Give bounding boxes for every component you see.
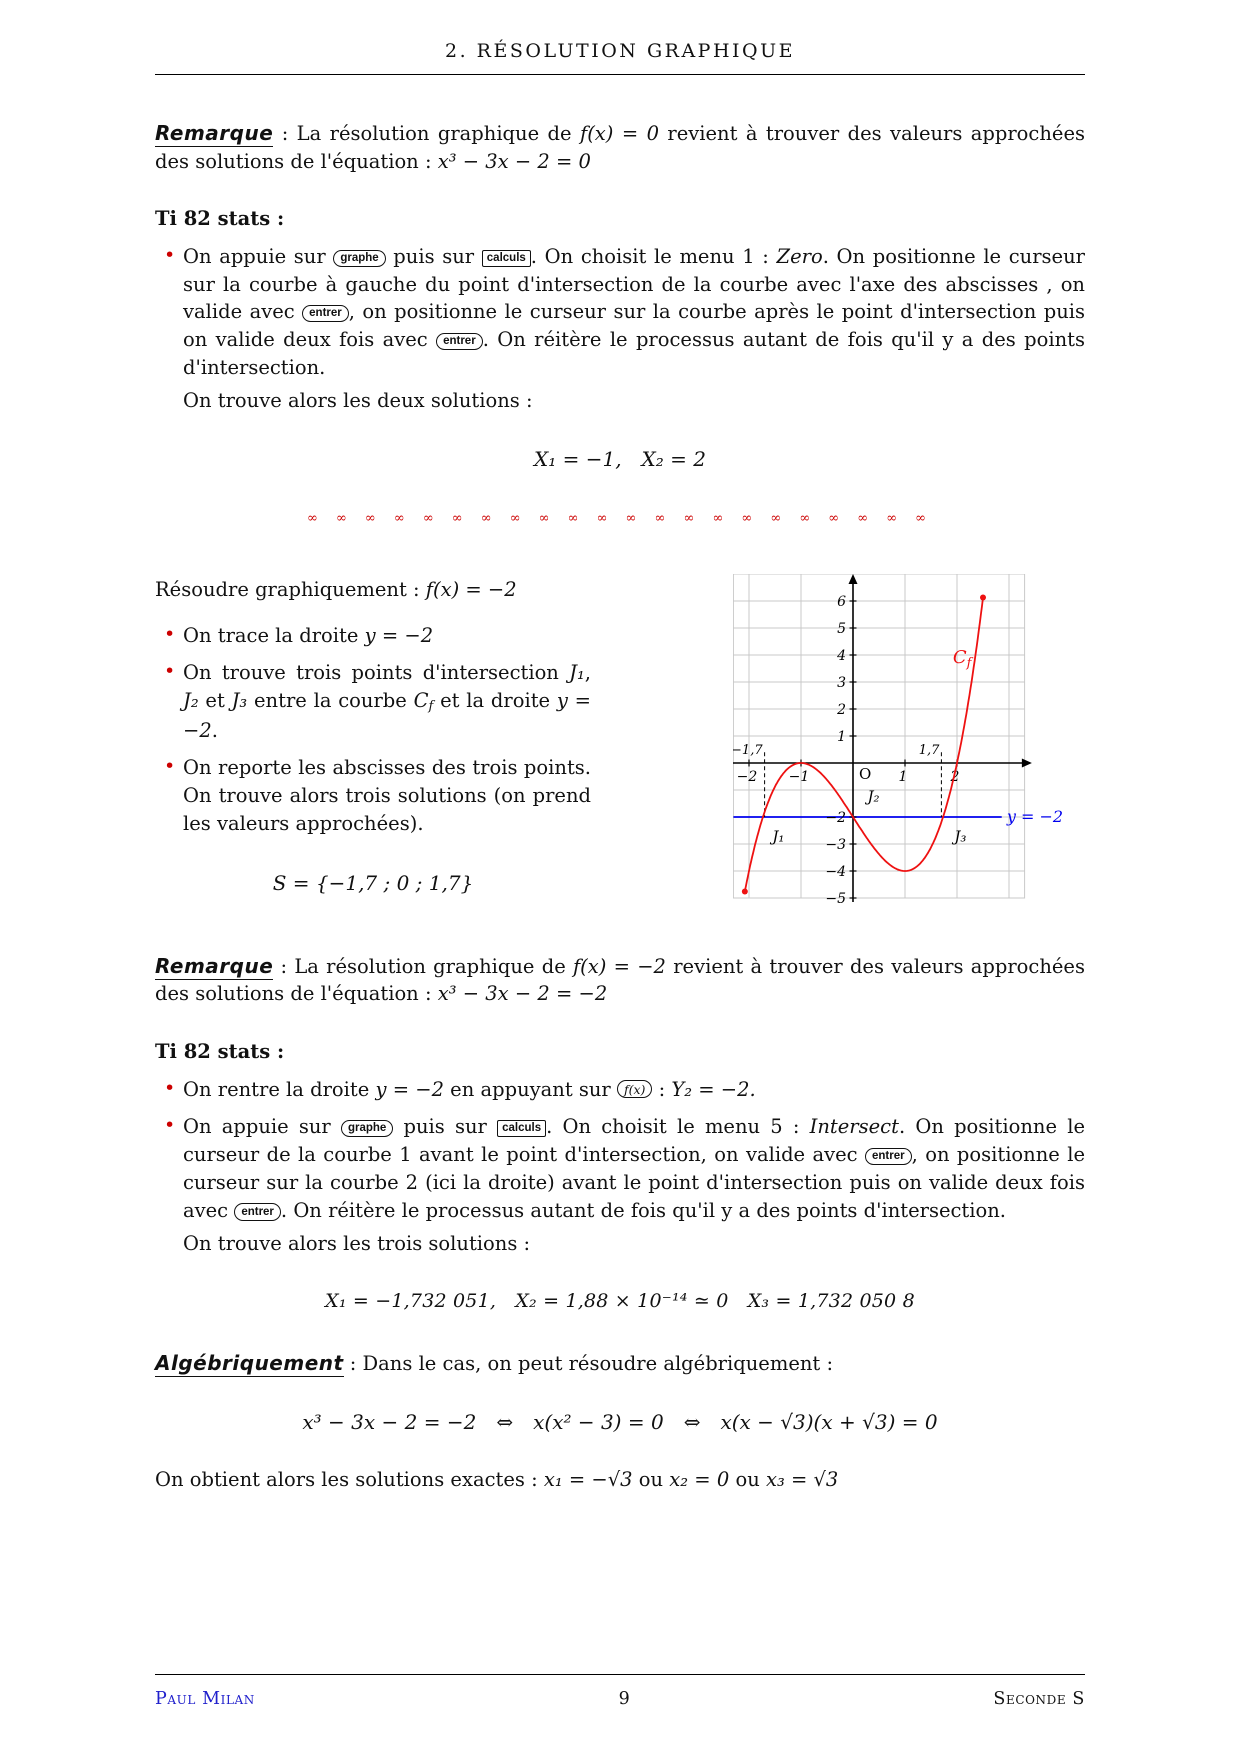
curve-endpoint <box>742 889 748 895</box>
text-segment: . On positionne le curseur de la courbe 1 avant le point d'intersection, on valide avec <box>183 1115 1085 1167</box>
text-segment: : <box>652 1077 672 1101</box>
page-header <box>155 38 1085 75</box>
bullet-item <box>157 754 591 837</box>
footer-author: Paul Milan <box>155 1689 255 1710</box>
text-segment: On trace la droite <box>183 623 365 647</box>
text-segment: . On réitère le processus autant de fois qu'il y a des points d'intersection. <box>183 328 1086 379</box>
text-segment: y = −2 <box>364 623 434 647</box>
bullet-icon: • <box>164 660 176 683</box>
bullet-text <box>183 1076 1085 1104</box>
y-tick-label: −2 <box>825 810 846 826</box>
remark-2-text <box>155 955 1085 1006</box>
x-tick-label: 1 <box>898 769 908 785</box>
header-rule <box>155 74 1085 75</box>
text-segment: et <box>198 689 232 713</box>
bullet-text <box>183 1113 1085 1224</box>
calculator-key: entrer <box>234 1203 281 1221</box>
text-segment: x₂ = 0 <box>669 1467 730 1491</box>
y-tick-label: 6 <box>837 594 846 610</box>
text-segment: f <box>428 699 434 715</box>
curve-f <box>745 598 983 892</box>
bullet-text <box>183 754 591 837</box>
text-segment: x³ − 3x − 2 = −2 <box>302 1409 477 1434</box>
bullet-item <box>157 1113 1085 1257</box>
text-segment: Y₂ = −2. <box>671 1077 756 1101</box>
bullet-text <box>183 659 591 744</box>
y-tick-label: 3 <box>837 675 846 691</box>
remark-2 <box>155 952 1085 1008</box>
bullet-list-graph <box>155 622 591 838</box>
text-segment: y = −2 <box>183 689 591 742</box>
calculator-key: entrer <box>865 1148 912 1166</box>
calculator-key: calculs <box>482 250 531 268</box>
text-segment: ⇔ <box>663 1409 721 1434</box>
text-segment: , on positionne le curseur sur la courbe 2 (ici la droite) avant le point d'intersection puis on valide deux fois avec <box>183 1143 1085 1222</box>
text-segment: y = −2 <box>375 1077 444 1101</box>
footer-rule <box>155 1674 1085 1675</box>
algebra-paragraph <box>155 1349 1085 1378</box>
dashed-label: 1,7 <box>918 743 940 758</box>
bullet-list-1 <box>155 243 1085 415</box>
text-segment: revient à trouver des valeurs approchées des solutions de l'équation : <box>155 954 1085 1006</box>
text-segment: Zero <box>776 245 823 269</box>
solutions-equation-2: X₁ = −1,732 051, X₂ = 1,88 × 10⁻¹⁴ ≃ 0 X₃ = 1,732 050 8 <box>325 1289 915 1312</box>
remark-1-label: Remarque <box>155 120 274 145</box>
intersection-label: J₃ <box>954 827 967 846</box>
text-segment: x(x − √3)(x + √3) = 0 <box>720 1409 938 1434</box>
decorative-separator: ∞ ∞ ∞ ∞ ∞ ∞ ∞ ∞ ∞ ∞ ∞ ∞ ∞ ∞ ∞ ∞ ∞ ∞ ∞ ∞ ∞ ∞ <box>306 510 934 526</box>
calculator-key: graphe <box>333 250 385 268</box>
bullet-item <box>157 1076 1085 1104</box>
graph-section <box>155 574 1085 918</box>
text-segment: et la droite <box>433 689 557 713</box>
y-tick-label: −5 <box>825 891 846 907</box>
footer-series: Seconde S <box>993 1689 1085 1710</box>
calculator-key: calculs <box>497 1120 546 1138</box>
text-segment: C <box>413 689 429 713</box>
text-segment: On trouve trois points d'intersection <box>183 661 570 685</box>
intersection-label: J₁ <box>772 827 785 846</box>
dashed-label: −1,7 <box>733 743 763 758</box>
text-segment: On obtient alors les solutions exactes : <box>155 1467 544 1491</box>
text-segment: ou <box>729 1467 766 1491</box>
x-tick-label: 2 <box>950 769 960 785</box>
text-segment: x³ − 3x − 2 = 0 <box>437 149 591 173</box>
text-segment: revient à trouver des valeurs approchées des solutions de l'équation : <box>155 121 1085 173</box>
text-segment: . <box>211 718 218 742</box>
y-axis-arrow <box>849 574 858 584</box>
bullet-icon: • <box>164 622 176 645</box>
algebra-label: Algébriquement <box>155 1350 344 1375</box>
ti82-heading-2: Ti 82 stats : <box>155 1040 285 1064</box>
hline-label: y = −2 <box>1006 807 1064 826</box>
graph-svg <box>733 574 1078 910</box>
text-segment: : La résolution graphique de <box>273 121 580 145</box>
text-segment: . On positionne le curseur sur la courbe à gauche du point d'intersection de la courbe avec l'axe des abscisses , on valide avec <box>183 245 1085 324</box>
remark-2-label: Remarque <box>155 953 274 978</box>
bullet-text <box>183 243 1085 381</box>
bullet-tail: On trouve alors les deux solutions : <box>183 389 533 413</box>
text-segment: f(x) = −2 <box>425 578 517 601</box>
bullet-icon: • <box>164 755 176 778</box>
text-segment: . On choisit le menu 5 : <box>546 1115 810 1139</box>
page-number: 9 <box>618 1689 630 1710</box>
y-tick-label: 5 <box>837 621 846 637</box>
conclusion <box>155 1466 1085 1494</box>
solution-set: S = {−1,7 ; 0 ; 1,7} <box>272 871 474 896</box>
text-segment: On rentre la droite <box>183 1077 376 1101</box>
bullet-icon: • <box>164 244 176 267</box>
y-tick-label: 1 <box>837 729 846 745</box>
y-tick-label: 2 <box>837 702 846 718</box>
text-segment: x(x² − 3) = 0 <box>533 1409 664 1434</box>
bullet-item <box>157 622 591 650</box>
text-segment: On appuie sur <box>183 245 334 269</box>
intersection-label: J₂ <box>867 787 880 806</box>
curve-endpoint <box>980 594 986 600</box>
y-tick-label: 4 <box>837 648 846 664</box>
text-segment: J₂ <box>183 689 199 713</box>
calculator-key: graphe <box>341 1120 393 1138</box>
text-segment: x₃ = √3 <box>765 1467 839 1491</box>
bullet-icon: • <box>164 1076 176 1099</box>
remark-1 <box>155 119 1085 175</box>
footer-row <box>155 1687 1085 1712</box>
text-segment: x₁ = −√3 <box>543 1467 633 1491</box>
x-tick-label: −2 <box>736 769 758 785</box>
text-segment: , <box>584 661 591 685</box>
x-tick-label: −1 <box>788 769 810 785</box>
calculator-key: f(x) <box>617 1080 652 1098</box>
text-segment: On reporte les abscisses des trois points. On trouve alors trois solutions (on prend les valeurs approchées). <box>183 756 591 835</box>
ti82-heading-1: Ti 82 stats : <box>155 207 285 231</box>
bullet-text <box>183 622 591 650</box>
graph-section-text <box>155 574 591 918</box>
bullet-list-2 <box>155 1076 1085 1258</box>
algebra-intro: : Dans le cas, on peut résoudre algébriquement : <box>343 1351 834 1375</box>
text-segment: x³ − 3x − 2 = −2 <box>437 982 608 1006</box>
x-axis-arrow <box>1022 759 1032 768</box>
text-segment: puis sur <box>385 245 482 269</box>
text-segment: en appuyant sur <box>443 1077 617 1101</box>
text-segment: J₁ <box>569 661 585 685</box>
text-segment: Résoudre graphiquement : <box>155 578 426 601</box>
calculator-key: entrer <box>436 333 483 351</box>
bullet-item <box>157 659 591 744</box>
bullet-tail: On trouve alors les trois solutions : <box>183 1232 531 1256</box>
text-segment: ou <box>632 1467 670 1491</box>
text-segment: . On réitère le processus autant de fois qu'il y a des points d'intersection. <box>280 1198 1006 1222</box>
page-footer <box>155 1665 1085 1712</box>
text-segment: Intersect <box>809 1115 899 1139</box>
text-segment: . On choisit le menu 1 : <box>530 245 777 269</box>
y-tick-label: −3 <box>825 837 846 853</box>
solutions-equation-1: X₁ = −1, X₂ = 2 <box>533 447 707 472</box>
calculator-key: entrer <box>302 305 349 323</box>
text-segment: f(x) = 0 <box>579 121 659 145</box>
bullet-icon: • <box>164 1114 176 1137</box>
algebra-equation <box>155 1408 1085 1436</box>
text-segment: , on positionne le curseur sur la courbe après le point d'intersection puis on valide deux fois avec <box>183 300 1085 352</box>
text-segment: entre la courbe <box>247 689 414 713</box>
y-tick-label: −4 <box>825 864 846 880</box>
curve-label: $C_f$ <box>952 647 972 672</box>
text-segment: f(x) = −2 <box>572 954 666 978</box>
text-segment: puis sur <box>393 1115 498 1139</box>
remark-1-text <box>155 122 1085 173</box>
page-title: 2. RÉSOLUTION GRAPHIQUE <box>445 40 795 62</box>
bullet-item <box>157 243 1085 415</box>
resolve-title <box>155 576 591 604</box>
text-segment: ⇔ <box>476 1409 534 1434</box>
graph-panel <box>733 574 1085 918</box>
origin-label: O <box>859 765 872 783</box>
text-segment: : La résolution graphique de <box>273 954 573 978</box>
text-segment: J₃ <box>231 689 248 713</box>
text-segment: On appuie sur <box>183 1115 341 1139</box>
